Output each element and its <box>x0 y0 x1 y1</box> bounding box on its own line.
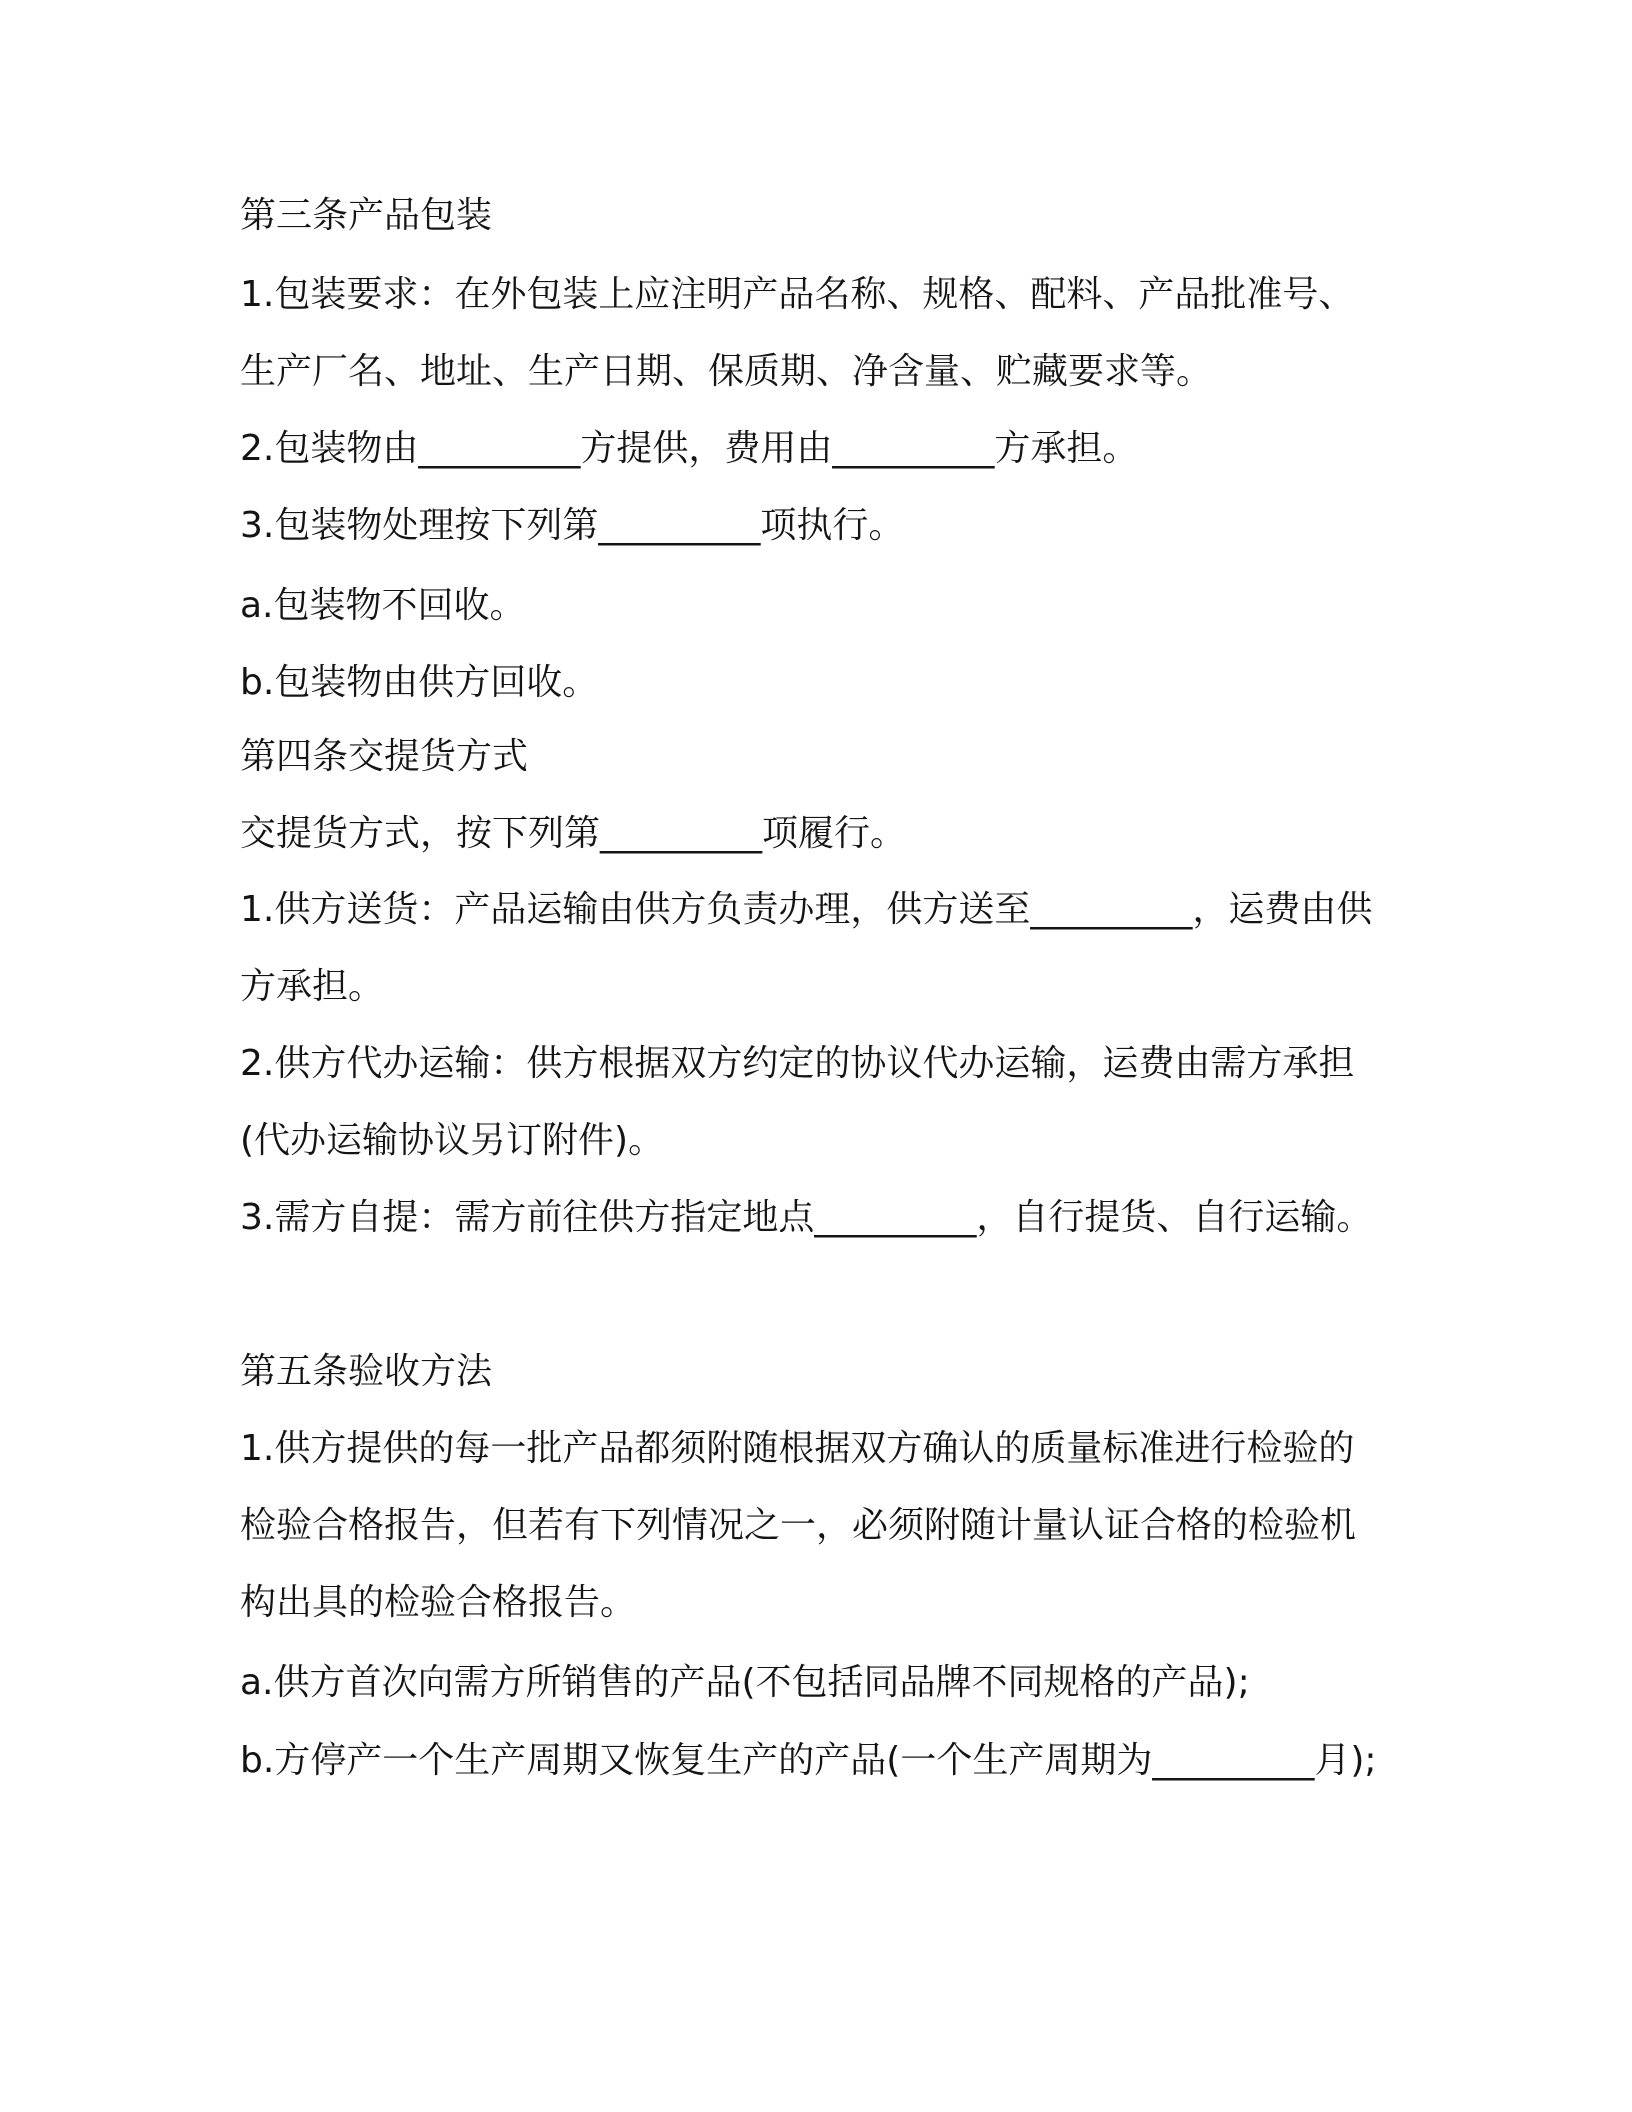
section-4-item-3: 3.需方自提：需方前往供方指定地点_________，自行提货、自行运输。 <box>240 1197 1373 1238</box>
section-3-option-a: a.包装物不回收。 <box>240 585 526 626</box>
section-5-option-b: b.方停产一个生产周期又恢复生产的产品(一个生产周期为_________月); <box>240 1740 1377 1781</box>
section-4-item-2: 2.供方代办运输：供方根据双方约定的协议代办运输，运费由需方承担(代办运输协议另订附件)。 <box>240 1043 1355 1161</box>
section-3-item-2: 2.包装物由_________方提供，费用由_________方承担。 <box>240 428 1139 469</box>
section-3-heading: 第三条产品包装 <box>240 195 493 236</box>
section-3-item-1: 1.包装要求：在外包装上应注明产品名称、规格、配料、产品批准号、生产厂名、地址、生产日期、保质期、净含量、贮藏要求等。 <box>240 274 1355 392</box>
section-3-option-b: b.包装物由供方回收。 <box>240 662 599 703</box>
section-5-option-a: a.供方首次向需方所销售的产品(不包括同品牌不同规格的产品); <box>240 1662 1250 1703</box>
section-5-item-1: 1.供方提供的每一批产品都须附随根据双方确认的质量标准进行检验的检验合格报告，但若有下列情况之一，必须附随计量认证合格的检验机构出具的检验合格报告。 <box>240 1428 1357 1623</box>
section-3-item-3: 3.包装物处理按下列第_________项执行。 <box>240 505 905 546</box>
section-4-intro: 交提货方式，按下列第_________项履行。 <box>240 813 907 854</box>
section-5-heading: 第五条验收方法 <box>240 1351 493 1392</box>
section-4-item-1: 1.供方送货：产品运输由供方负责办理，供方送至_________，运费由供方承担。 <box>240 889 1373 1007</box>
section-4-heading: 第四条交提货方式 <box>240 736 529 777</box>
